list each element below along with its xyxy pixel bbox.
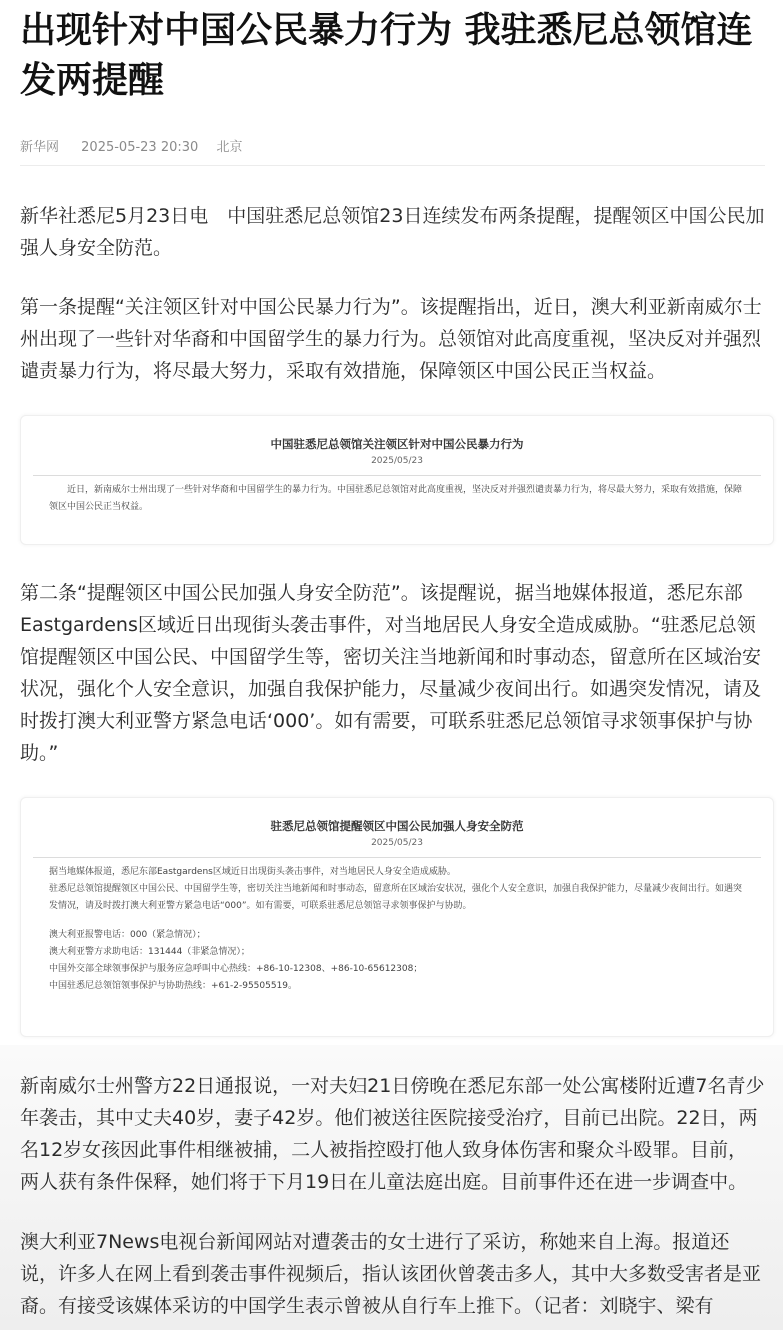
article-source[interactable]: 新华网 — [20, 140, 60, 155]
notice-1-title: 中国驻悉尼总领馆关注领区针对中国公民暴力行为 — [270, 437, 524, 451]
paragraph-1: 新华社悉尼5月23日电 中国驻悉尼总领馆23日连续发布两条提醒，提醒领区中国公民加强人身安全防范。 — [20, 205, 765, 259]
notice-1-body: 近日，新南威尔士州出现了一些针对华裔和中国留学生的暴力行为。中国驻悉尼总领馆对此高度重视，坚决反对并强烈谴责暴力行为，将尽最大努力，采取有效措施，保障领区中国公民正当权益。 — [49, 485, 743, 512]
notice-2-body-1: 据当地媒体报道，悉尼东部Eastgardens区域近日出现街头袭击事件，对当地居民人身安全造成威胁。 — [49, 867, 456, 877]
notice-1-date: 2025/05/23 — [371, 456, 423, 466]
notice-2-body-2: 驻悉尼总领馆提醒领区中国公民、中国留学生等，密切关注当地新闻和时事动态，留意所在区域治安状况，强化个人安全意识，加强自我保护能力，尽量减少夜间出行。如遇突发情况，请及时拨打澳大利亚警方紧急电话“000”。如有需要，可联系驻悉尼总领馆寻求领事保护与协助。 — [49, 884, 743, 911]
article-meta — [20, 136, 256, 155]
notice-2-contact: 中国驻悉尼总领馆领事保护与协助热线：+61-2-95505519。 — [49, 981, 298, 991]
notice-image-1 — [20, 415, 774, 545]
notice-2-contact: 澳大利亚警方求助电话：131444（非紧急情况）； — [49, 947, 250, 957]
paragraph-3: 第二条“提醒领区中国公民加强人身安全防范”。该提醒说，据当地媒体报道，悉尼东部Eastgardens区域近日出现街头袭击事件，对当地居民人身安全造成威胁。“驻悉尼总领馆提醒领区中国公民、中国留学生等，密切关注当地新闻和时事动态，留意所在区域治安状况，强化个人安全意识，加强自我保护能力，尽量减少夜间出行。如遇突发情况，请及时拨打澳大利亚警方紧急电话‘000’。如有需要，可联系驻悉尼总领馆寻求领事保护与协助。” — [20, 582, 762, 764]
meta-divider — [20, 165, 765, 166]
notice-1-rule — [33, 475, 761, 476]
paragraph-4: 新南威尔士州警方22日通报说，一对夫妇21日傍晚在悉尼东部一处公寓楼附近遭7名青少年袭击，其中丈夫40岁，妻子42岁。他们被送往医院接受治疗，目前已出院。22日，两名12岁女孩因此事件相继被捕，二人被指控殴打他人致身体伤害和聚众斗殴罪。目前，两人获有条件保释，她们将于下月19日在儿童法庭出庭。目前事件还在进一步调查中。 — [20, 1075, 765, 1193]
notice-2-body — [49, 864, 745, 995]
article-title: 出现针对中国公民暴力行为 我驻悉尼总领馆连发两提醒 — [20, 10, 753, 101]
notice-2-contact: 中国外交部全球领事保护与服务应急呼叫中心热线：+86-10-12308、+86-10-65612308； — [49, 964, 423, 974]
paragraph-5: 澳大利亚7News电视台新闻网站对遭袭击的女士进行了采访，称她来自上海。报道还说，许多人在网上看到袭击事件视频后，指认该团伙曾袭击多人，其中大多数受害者是亚裔。有接受该媒体采访的中国学生表示曾被从自行车上推下。（记者：刘晓宇、梁有 — [20, 1231, 762, 1317]
notice-2-title: 驻悉尼总领馆提醒领区中国公民加强人身安全防范 — [270, 819, 524, 833]
notice-image-2 — [20, 797, 774, 1037]
notice-2-contact: 澳大利亚报警电话：000（紧急情况）； — [49, 930, 206, 940]
paragraph-2: 第一条提醒“关注领区针对中国公民暴力行为”。该提醒指出，近日，澳大利亚新南威尔士州出现了一些针对华裔和中国留学生的暴力行为。总领馆对此高度重视，坚决反对并强烈谴责暴力行为，将尽最大努力，采取有效措施，保障领区中国公民正当权益。 — [20, 296, 762, 382]
notice-2-date: 2025/05/23 — [371, 838, 423, 848]
notice-2-rule — [33, 857, 761, 858]
article-datetime: 2025-05-23 20:30 — [81, 140, 199, 155]
article-location: 北京 — [216, 140, 243, 155]
